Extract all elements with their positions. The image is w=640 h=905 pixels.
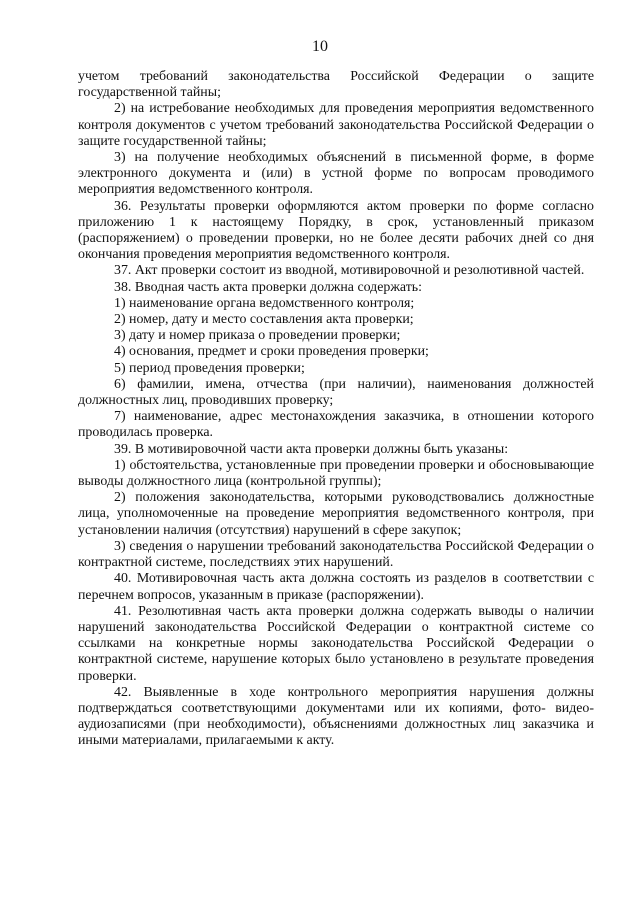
paragraph: 7) наименование, адрес местонахождения заказчика, в отношении которого проводилась проверка.	[78, 409, 594, 441]
paragraph: 42. Выявленные в ходе контрольного мероприятия нарушения должны подтверждаться соответствующими документами или их копиями, фото- видео- аудиозаписями (при необходимости), объяснениями должностных лиц заказчика и иными материалами, прилагаемыми к акту.	[78, 684, 594, 749]
document-body	[78, 69, 594, 750]
page-number: 10	[312, 38, 328, 55]
paragraph: 3) дату и номер приказа о проведении проверки;	[114, 328, 401, 344]
paragraph: 3) на получение необходимых объяснений в письменной форме, в форме электронного документа и (или) в устной форме по вопросам проводимого мероприятия ведомственного контроля.	[78, 150, 594, 198]
paragraph: 5) период проведения проверки;	[114, 360, 305, 376]
paragraph: учетом требований законодательства Российской Федерации о защите государственной тайны;	[78, 69, 594, 101]
paragraph: 1) наименование органа ведомственного контроля;	[114, 295, 415, 311]
paragraph: 1) обстоятельства, установленные при проведении проверки и обосновывающие выводы должностного лица (контрольной группы);	[78, 457, 594, 490]
paragraph: 2) положения законодательства, которыми руководствовались должностные лица, уполномоченные на проведение мероприятия ведомственного контроля, при установлении наличия (отсутствия) нарушений в сфере закупок;	[78, 490, 594, 538]
paragraph: 2) на истребование необходимых для проведения мероприятия ведомственного контроля документов с учетом требований законодательства Российской Федерации о защите государственной тайны;	[78, 101, 594, 149]
paragraph: 39. В мотивировочной части акта проверки должны быть указаны:	[114, 441, 509, 457]
paragraph: 2) номер, дату и место составления акта проверки;	[114, 312, 414, 328]
paragraph: 38. Вводная часть акта проверки должна содержать:	[114, 279, 422, 295]
paragraph: 3) сведения о нарушении требований законодательства Российской Федерации о контрактной системе, последствиях этих нарушений.	[78, 538, 594, 571]
paragraph: 36. Результаты проверки оформляются актом проверки по форме согласно приложению 1 к настоящему Порядку, в срок, установленный приказом (распоряжением) о проведении проверки, но не более десяти рабочих дней со дня окончания проведения мероприятия ведомственного контроля.	[78, 198, 594, 263]
paragraph: 4) основания, предмет и сроки проведения проверки;	[114, 344, 429, 360]
paragraph: 37. Акт проверки состоит из вводной, мотивировочной и резолютивной частей.	[114, 263, 585, 279]
paragraph: 6) фамилии, имена, отчества (при наличии), наименования должностей должностных лиц, проводивших проверку;	[78, 376, 594, 409]
paragraph: 40. Мотивировочная часть акта должна состоять из разделов в соответствии с перечнем вопросов, указанным в приказе (распоряжении).	[78, 571, 594, 603]
paragraph: 41. Резолютивная часть акта проверки должна содержать выводы о наличии нарушений законодательства Российской Федерации о контрактной системе со ссылками на конкретные нормы законодательства Российской Федерации о контрактной системе, нарушение которых было установлено в результате проведения проверки.	[78, 603, 594, 684]
